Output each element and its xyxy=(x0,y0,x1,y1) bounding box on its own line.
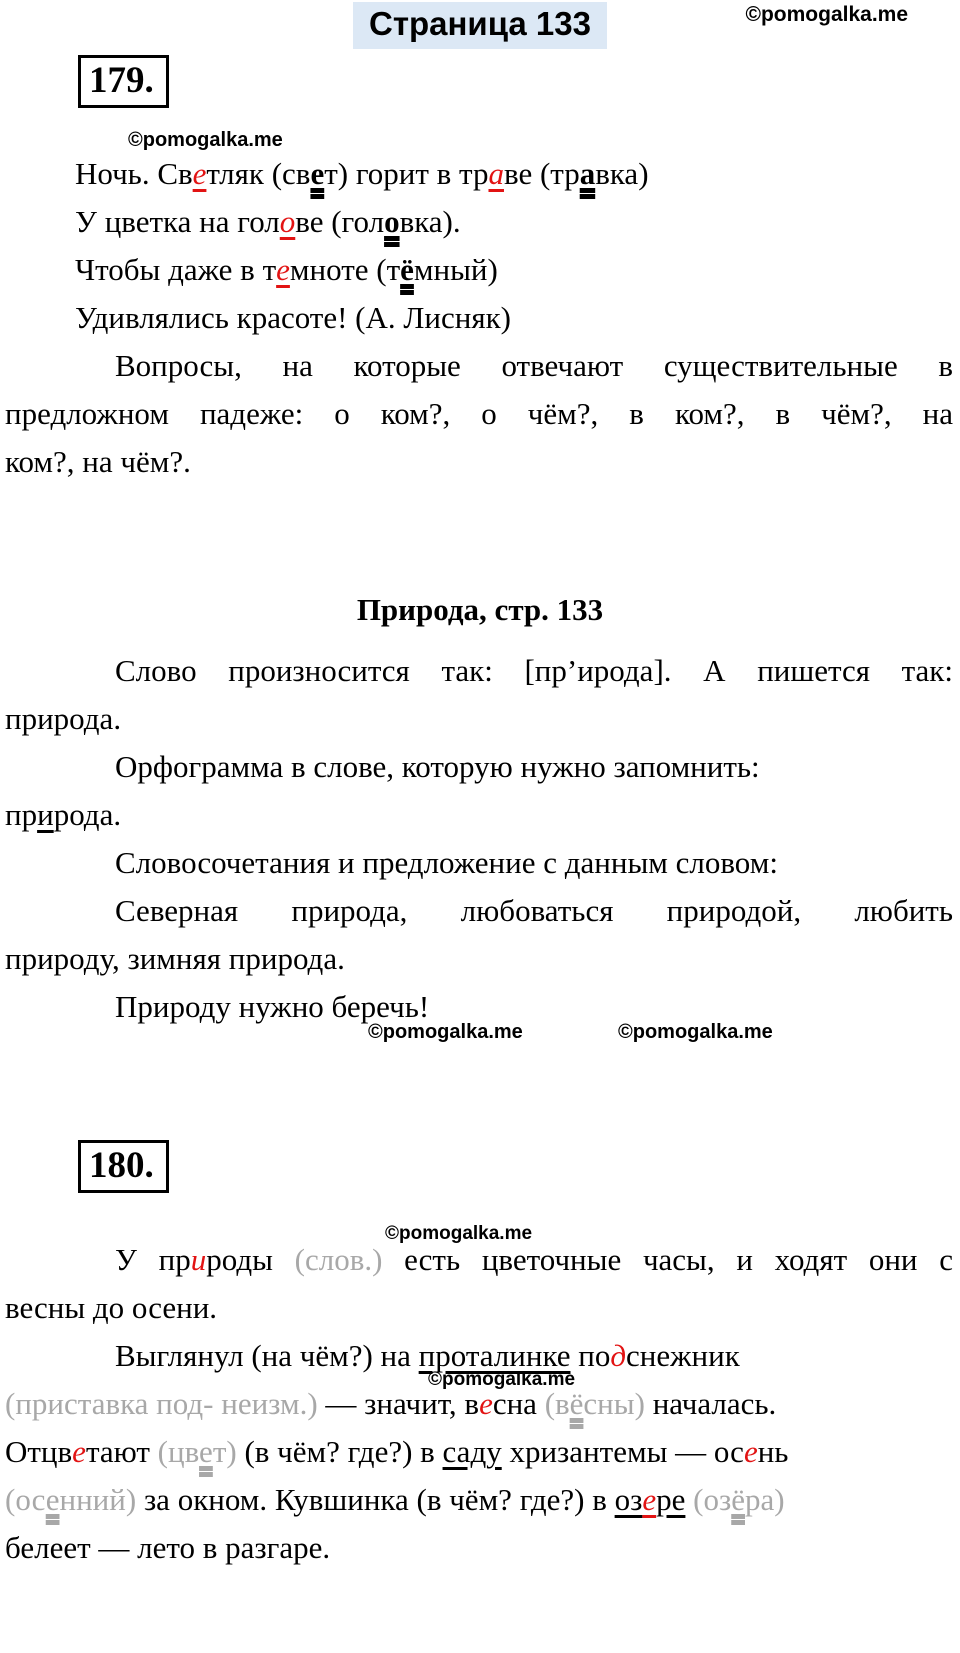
text-line xyxy=(5,695,953,743)
text-segment: Отцв xyxy=(5,1434,73,1469)
text-segment: (приставка под- неизм.) xyxy=(5,1386,318,1421)
text-segment: е xyxy=(642,1482,657,1517)
text-line xyxy=(75,150,953,198)
text-segment: У пр xyxy=(115,1242,191,1277)
text-line xyxy=(5,438,953,486)
watermark-above-ex180-line1: ©pomogalka.me xyxy=(385,1223,533,1244)
text-segment: мноте (т xyxy=(289,252,401,287)
text-segment: о xyxy=(384,204,400,239)
text-segment: роды xyxy=(206,1242,295,1277)
text-segment: сна xyxy=(492,1386,545,1421)
text-segment: рода. xyxy=(53,797,122,832)
text-segment: Выглянул (на чём?) на xyxy=(115,1338,419,1373)
text-segment: е xyxy=(479,1386,493,1421)
text-segment: природа. xyxy=(5,701,122,736)
text-segment: вка). xyxy=(399,204,461,239)
text-segment: е xyxy=(743,1434,758,1469)
text-line xyxy=(75,246,953,294)
text-segment: ком?, на чём?. xyxy=(5,444,191,479)
text-segment: т) xyxy=(212,1434,237,1469)
text-segment: ре xyxy=(656,1482,686,1517)
text-segment: природу, зимняя природа. xyxy=(5,941,345,976)
text-segment: Вопросы, на которые отвечают существительные в xyxy=(115,348,953,383)
text-segment: саду xyxy=(442,1434,502,1469)
text-segment: а xyxy=(579,156,596,191)
task-number-180: 180. xyxy=(78,1140,169,1193)
text-segment: е xyxy=(276,252,290,287)
text-segment xyxy=(685,1482,693,1517)
text-segment: Чтобы даже в т xyxy=(75,252,277,287)
text-segment: — значит, в xyxy=(317,1386,480,1421)
text-segment: о xyxy=(279,204,296,239)
text-segment: ве (гол xyxy=(295,204,385,239)
text-line xyxy=(5,887,953,935)
text-line xyxy=(5,1428,953,1476)
text-segment: (оз xyxy=(693,1482,732,1517)
text-segment: ё xyxy=(569,1386,584,1421)
text-segment: Северная природа, любоваться природой, любить xyxy=(115,893,953,928)
watermark-top-right: ©pomogalka.me xyxy=(745,3,908,26)
text-segment: Словосочетания и предложение с данным словом: xyxy=(115,845,778,880)
text-segment: Орфограмма в слове, которую нужно запомнить: xyxy=(115,749,760,784)
text-segment: а xyxy=(488,156,504,191)
text-line xyxy=(5,791,953,839)
text-line xyxy=(5,647,953,695)
text-segment: е xyxy=(45,1482,60,1517)
text-segment: д xyxy=(610,1338,627,1373)
text-segment: ё xyxy=(400,252,414,287)
watermark-mid-right: ©pomogalka.me xyxy=(618,1021,773,1043)
text-segment: есть цветочные часы, и ходят они с xyxy=(382,1242,953,1277)
text-segment: (цв xyxy=(157,1434,200,1469)
text-segment: т) горит в тр xyxy=(324,156,489,191)
text-segment: тают xyxy=(85,1434,158,1469)
text-segment: началась. xyxy=(644,1386,777,1421)
text-segment: (в чём? где?) в xyxy=(236,1434,443,1469)
section-heading-nature: Природа, стр. 133 xyxy=(356,592,604,627)
text-segment: Природу нужно беречь! xyxy=(115,989,430,1024)
text-segment: нь xyxy=(757,1434,789,1469)
text-line xyxy=(75,198,953,246)
text-segment: проталинке xyxy=(418,1338,571,1373)
text-segment: (в xyxy=(544,1386,570,1421)
text-segment: (слов.) xyxy=(294,1242,383,1277)
text-segment: сны) xyxy=(583,1386,645,1421)
text-segment: пр xyxy=(5,797,38,832)
text-line xyxy=(5,935,953,983)
text-line xyxy=(5,1476,953,1524)
task-number-179: 179. xyxy=(78,55,169,108)
text-segment: и xyxy=(37,797,54,832)
text-segment: е xyxy=(72,1434,86,1469)
page-header xyxy=(0,2,960,49)
text-segment: оз xyxy=(614,1482,643,1517)
text-line xyxy=(5,743,953,791)
nature-word-paragraphs xyxy=(5,647,953,1031)
text-segment: ве (тр xyxy=(503,156,580,191)
text-segment: е xyxy=(310,156,325,191)
text-line xyxy=(5,1380,953,1428)
watermark-under-179: ©pomogalka.me xyxy=(128,129,283,151)
text-line xyxy=(5,390,953,438)
text-segment: (ос xyxy=(5,1482,46,1517)
text-segment: и xyxy=(190,1242,207,1277)
text-segment: тляк (св xyxy=(206,156,311,191)
text-segment: У цветка на гол xyxy=(75,204,280,239)
text-segment: ё xyxy=(731,1482,745,1517)
poem-block xyxy=(5,150,953,342)
text-line xyxy=(5,839,953,887)
text-segment: белеет — лето в разгаре. xyxy=(5,1530,331,1565)
text-segment: по xyxy=(570,1338,611,1373)
text-segment: е xyxy=(199,1434,213,1469)
text-segment: е xyxy=(192,156,207,191)
text-segment: снежник xyxy=(626,1338,740,1373)
text-segment: мный) xyxy=(413,252,498,287)
text-segment: за окном. Кувшинка (в чём? где?) в xyxy=(136,1482,615,1517)
exercise-180-paragraph xyxy=(5,1236,953,1572)
text-line xyxy=(5,1524,953,1572)
text-line xyxy=(75,294,953,342)
page-title: Страница 133 xyxy=(353,2,607,49)
text-segment: предложном падеже: о ком?, о чём?, в ком?, в чём?, на xyxy=(5,396,953,431)
text-segment: Удивлялись красоте! (А. Лисняк) xyxy=(75,300,511,335)
text-line xyxy=(5,1236,953,1284)
text-segment: весны до осени. xyxy=(5,1290,218,1325)
text-segment: вка) xyxy=(595,156,649,191)
text-segment: Ночь. Св xyxy=(75,156,193,191)
text-line xyxy=(5,342,953,390)
text-line xyxy=(5,1332,953,1380)
text-segment: Слово произносится так: [пр’ирода]. А пишется так: xyxy=(115,653,953,688)
text-segment: хризантемы — ос xyxy=(501,1434,744,1469)
text-line xyxy=(5,1284,953,1332)
questions-paragraph xyxy=(5,342,953,486)
text-segment: нний) xyxy=(59,1482,137,1517)
watermark-mid-left: ©pomogalka.me xyxy=(368,1021,523,1043)
text-segment: ра) xyxy=(745,1482,785,1517)
watermark-above-ex180-line4: ©pomogalka.me xyxy=(428,1369,576,1390)
